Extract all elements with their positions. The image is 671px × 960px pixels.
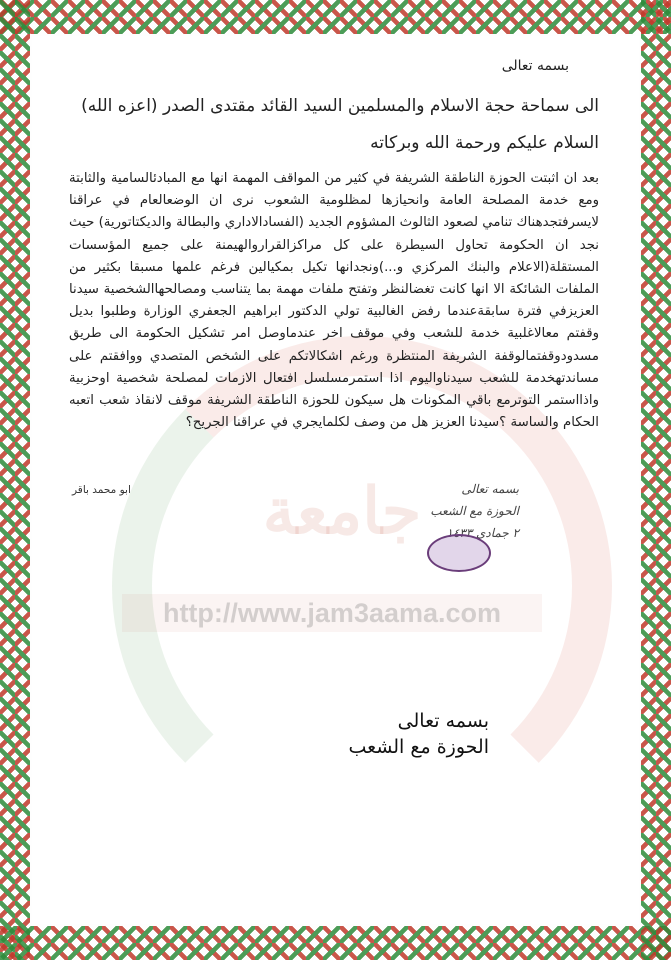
decorative-border-left: [0, 0, 30, 960]
letter-greeting: السلام عليكم ورحمة الله وبركاته: [370, 133, 599, 153]
signature-name: ابو محمد باقر: [72, 484, 131, 496]
watermark-arabic: جامعة: [262, 474, 422, 549]
seal-stamp: [427, 534, 491, 572]
watermark-url: http://www.jam3aama.com: [122, 594, 542, 632]
bismillah: بسمه تعالى: [501, 58, 569, 74]
letter-page: [32, 36, 639, 924]
decorative-border-bottom: [0, 926, 671, 960]
letter-body: بعد ان اثبتت الحوزة الناطقة الشريفة في كثير من المواقف المهمة انها مع المبادئالسامية والثابتة ومع خدمة المصلحة العامة وانحيازها لمظلومية الشعوب نرى ان الوضعالعام في عراقنا لايسرفتجدهناك تنامي لصعود الثالوث المشؤوم الجديد (الفسادالاداري والبطالة والديكتاتورية) حيث نجد ان الحكومة تحاول السيطرة على كل مراكزالقراروالهيمنة على جميع المؤسسات المستقلة(الاعلام والبنك المركزي و...)ونجدانها تكيل بمكيالين فرغم علمها مسبقا بكثير من الملفات الشائكة الا انها كانت تغضالنظر وتفتح ملفات مهمة بما يتناسب ومصالحهاالشخصية سيدنا العزيزفي فترة سابقةعندما رفض الغالبية تولي الدكتور ابراهيم الجعفري الوزارة وطلبوا بديل وقفتم معالاغلبية خدمة للشعب وفي موقف اخر عندماوصل امر تشكيل الحكومة الى طريق مسدودوقفتمالوقفة الشريفة المنتظرة ورغم اشكالاتكم على الشخص المتصدي ووافقتم على مساندتهخدمة للشعب سيدناواليوم اذا استمرمسلسل افتعال الازمات لمصلحة شخصية اوحزبية واذااستمر التوترمع باقي المكونات هل سيكون للحوزة الناطقة الشريفة موقف لانقاذ شعب اتعبه الحكام والساسة ؟سيدنا العزيز هل من وصف لكلمايجري في عراقنا الجريح؟: [69, 171, 599, 431]
decorative-border-top: [0, 0, 671, 34]
handwritten-line: الحوزة مع الشعب: [430, 504, 519, 518]
decorative-border-right: [641, 0, 671, 960]
letter-addressee: الى سماحة حجة الاسلام والمسلمين السيد القائد مقتدى الصدر (اعزه الله): [81, 96, 599, 116]
handwritten-line: ٢ جمادي ١٤٣٣: [446, 526, 519, 540]
handwritten-line: بسمه تعالى: [461, 482, 519, 496]
footer-bismillah: بسمه تعالى: [397, 710, 489, 732]
footer-slogan: الحوزة مع الشعب: [348, 736, 489, 758]
